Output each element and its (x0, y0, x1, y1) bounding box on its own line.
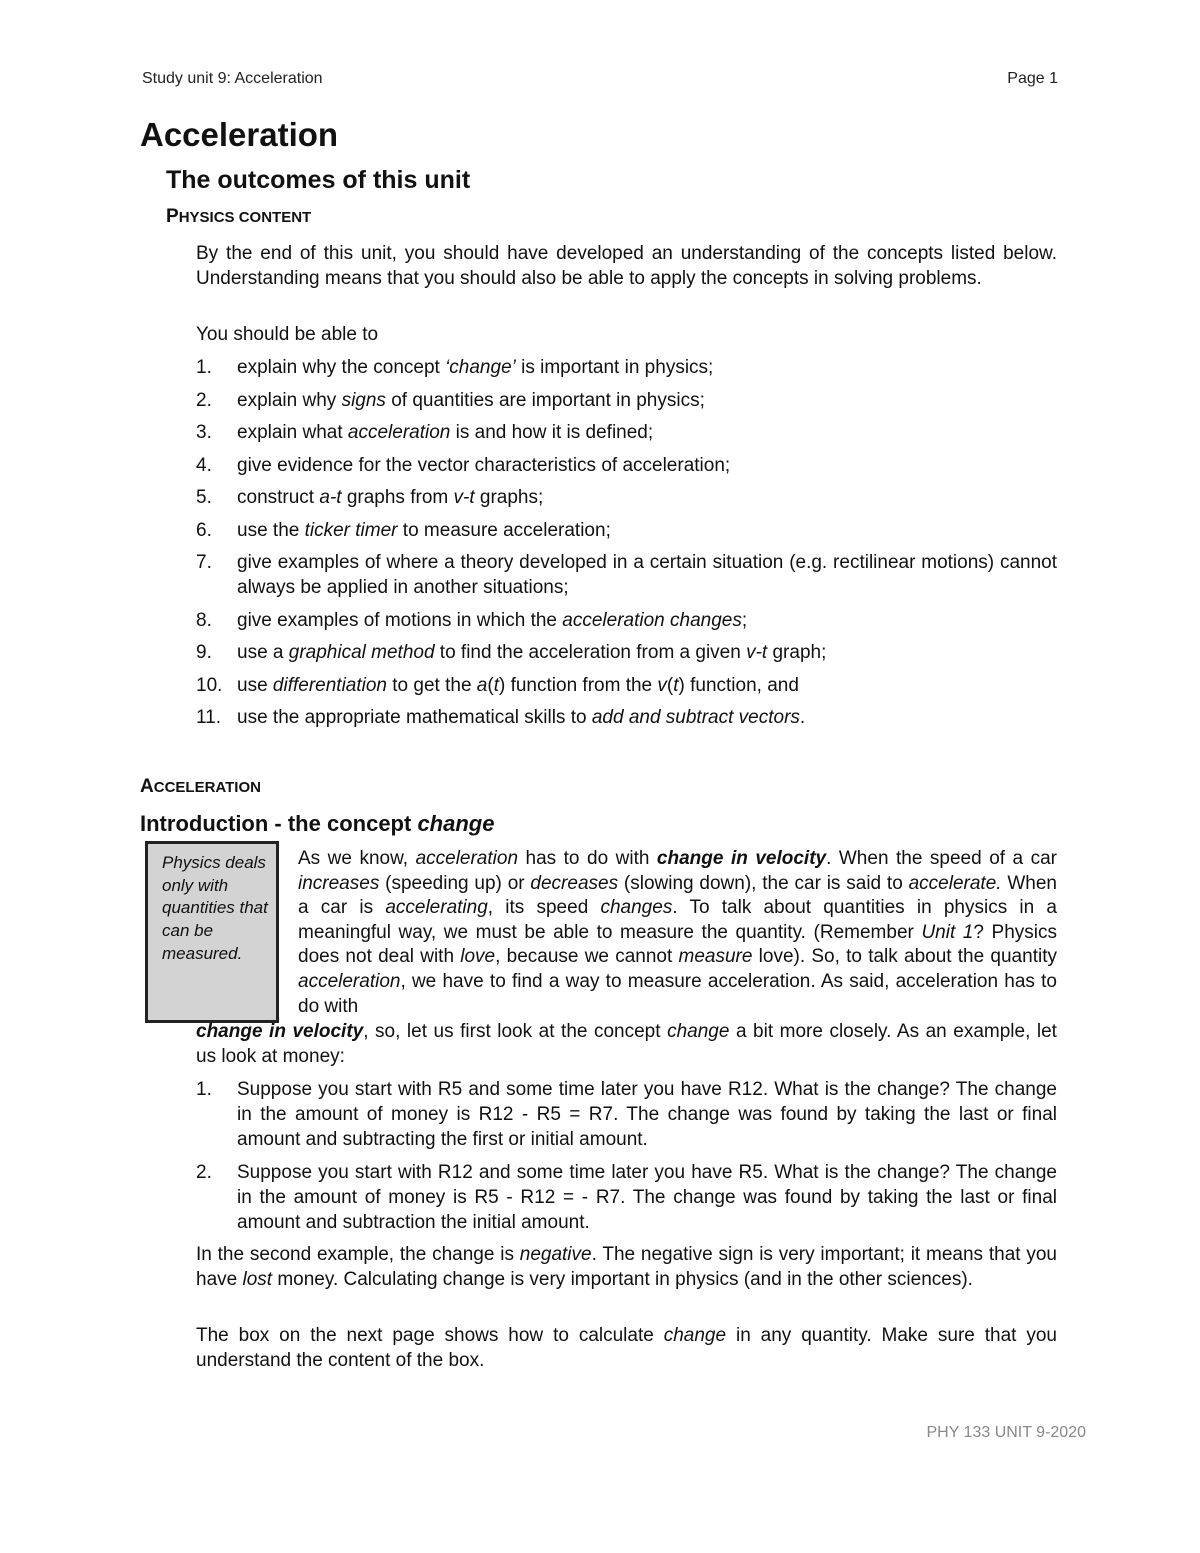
money-examples-list (196, 1077, 1057, 1235)
page-number: Page 1 (1007, 70, 1058, 87)
list-item: 1. explain why the concept ‘change’ is important in physics; (196, 357, 714, 378)
acceleration-section-heading: ACCELERATION (140, 776, 261, 797)
list-item: 8. give examples of motions in which the acceleration changes; (196, 609, 748, 631)
outcomes-lead: You should be able to (196, 324, 379, 345)
running-header-title: Study unit 9: Acceleration (142, 70, 323, 87)
physics-content-heading: PHYSICS CONTENT (166, 206, 312, 227)
list-item: 11. use the appropriate mathematical skills to add and subtract vectors. (196, 707, 806, 728)
list-item: 4. give evidence for the vector characteristics of acceleration; (196, 454, 731, 476)
intro-paragraph: As we know, acceleration has to do with change in velocity. When the speed of a car increases (speeding up) or decreases (slowing down), the car is said to accelerate. When a car is accelerating, its speed changes. To talk about quantities in physics in a meaningful way, we must be able to measure the quantity. (Remember Unit 1? Physics does not deal with love, because we cannot measure love). So, to talk about the quantity acceleration, we have to find a way to measure acceleration. As said, acceleration has to do with (298, 848, 1058, 1017)
list-item: 2. Suppose you start with R12 and some time later you have R5. What is the change? The change in the amount of money is R5 - R12 = - R7. The change was found by taking the last or final amount and subtraction the initial amount. (196, 1162, 1057, 1233)
list-item: 10. use differentiation to get the a(t) function from the v(t) function, and (196, 674, 799, 696)
outcomes-intro: By the end of this unit, you should have developed an understanding of the concepts listed below. Understanding means that you should also be able to apply the concepts in solving problems. (196, 243, 1057, 289)
outcomes-list (196, 355, 1057, 730)
introduction-heading: Introduction - the concept change (140, 811, 495, 836)
list-item: 6. use the ticker timer to measure acceleration; (196, 519, 611, 541)
list-item: 2. explain why signs of quantities are important in physics; (196, 389, 705, 411)
negative-change-paragraph: In the second example, the change is negative. The negative sign is very important; it means that you have lost money. Calculating change is very important in physics (and in the other sciences). (196, 1244, 1057, 1290)
list-item: 9. use a graphical method to find the acceleration from a given v-t graph; (196, 642, 827, 663)
list-item: 5. construct a-t graphs from v-t graphs; (196, 487, 544, 508)
page-footer: PHY 133 UNIT 9-2020 (926, 1424, 1086, 1441)
intro-paragraph-continued: change in velocity, so, let us first look at the concept change a bit more closely. As an example, let us look at money: (196, 1021, 1057, 1067)
margin-note: Physics deals only with quantities that can be measured. (145, 841, 279, 1023)
list-item: 1. Suppose you start with R5 and some time later you have R12. What is the change? The change in the amount of money is R12 - R5 = R7. The change was found by taking the last or final amount and subtracting the first or initial amount. (196, 1079, 1057, 1150)
list-item: 7. give examples of where a theory developed in a certain situation (e.g. rectilinear motions) cannot always be applied in another situations; (196, 552, 1057, 598)
page-title: Acceleration (140, 116, 339, 153)
next-page-box-paragraph: The box on the next page shows how to calculate change in any quantity. Make sure that you understand the content of the box. (196, 1325, 1057, 1371)
outcomes-heading: The outcomes of this unit (166, 166, 471, 194)
list-item: 3. explain what acceleration is and how it is defined; (196, 422, 654, 443)
